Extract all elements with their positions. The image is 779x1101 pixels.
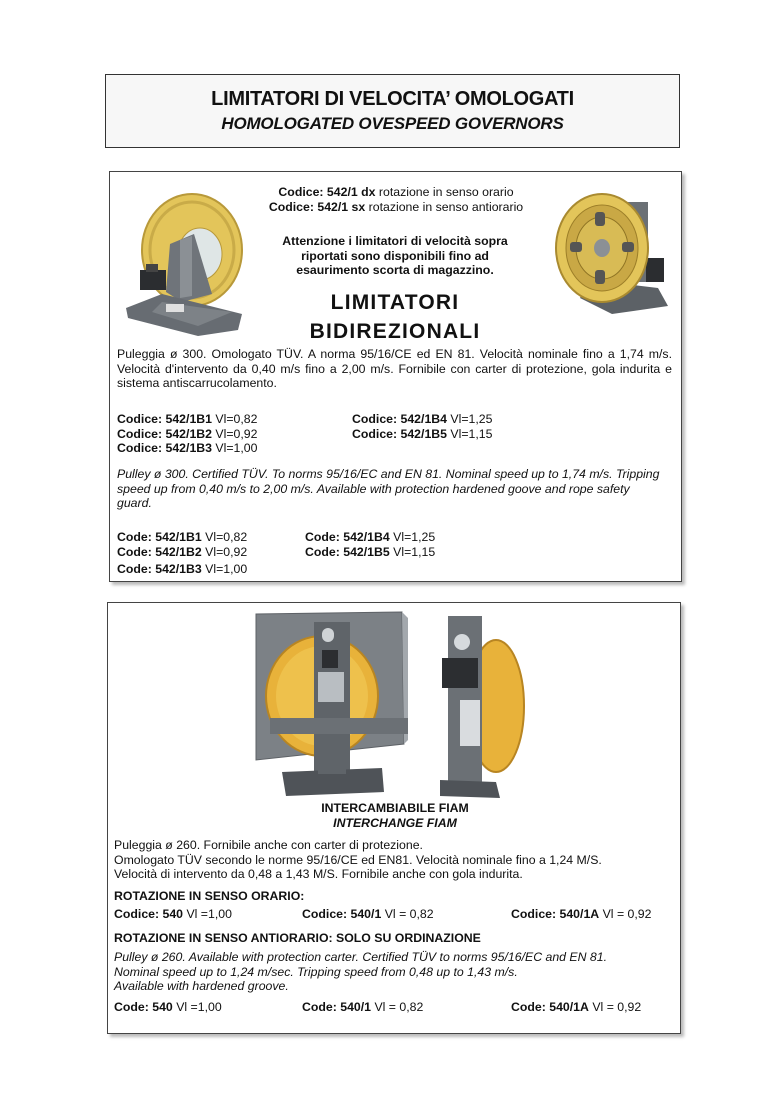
caption-en: INTERCHANGE FIAM (333, 816, 457, 830)
code-540-1A: Codice: 540/1A Vl = 0,92 (511, 907, 652, 921)
bidirectional-governors-panel (109, 171, 682, 582)
caption-it: INTERCAMBIABILE FIAM (321, 801, 469, 815)
governor-540-photo-front (252, 610, 408, 798)
fiam-interchange-panel (107, 602, 681, 1034)
code-en-540: Code: 540 Vl =1,00 (114, 1000, 222, 1014)
governor-540-photo-side (434, 610, 530, 800)
code-542-1B5: Codice: 542/1B5 Vl=1,15 (352, 426, 493, 441)
governor-542-photo-right (550, 188, 672, 318)
heading-clockwise: ROTAZIONE IN SENSO ORARIO: (114, 889, 305, 903)
code-542-1B2: Codice: 542/1B2 Vl=0,92 (117, 426, 258, 441)
code-en-542-1B3: Code: 542/1B3 Vl=1,00 (117, 562, 248, 576)
code-en-542-1B5: Code: 542/1B5 Vl=1,15 (305, 544, 436, 559)
code-en-542-1B1: Code: 542/1B1 Vl=0,82 (117, 530, 248, 544)
codes-it-left (117, 412, 347, 456)
section-heading: LIMITATORI BIDIREZIONALI (309, 291, 481, 343)
code-line-sx: Codice: 542/1 sx rotazione in senso antiorario (268, 199, 524, 214)
codes-it-right (352, 412, 582, 441)
code-en-542-1B2: Code: 542/1B2 Vl=0,92 (117, 544, 248, 559)
description-it: Puleggia ø 300. Omologato TÜV. A norma 95/16/CE ed EN 81. Velocità nominale fino a 1,74 m/s. Velocità d'intervento da 0,40 m/s fino a 2,00 m/s. Fornibile con carter di protezione, gola indurita e sistema antiscarrucolamento. (117, 347, 672, 390)
codes-en-left (117, 530, 307, 577)
code-en-540-1: Code: 540/1 Vl = 0,82 (302, 1000, 424, 1014)
stock-warning: Attenzione i limitatori di velocità sopra riportati sono disponibili fino ad esaurimento scorta di magazzino. (282, 234, 508, 277)
code-542-1B1: Codice: 542/1B1 Vl=0,82 (117, 412, 258, 426)
code-542-1B4: Codice: 542/1B4 Vl=1,25 (352, 412, 493, 426)
code-en-542-1B4: Code: 542/1B4 Vl=1,25 (305, 530, 436, 544)
code-line-dx: Codice: 542/1 dx rotazione in senso orario (278, 185, 514, 199)
code-540: Codice: 540 Vl =1,00 (114, 907, 232, 921)
code-542-1B3: Codice: 542/1B3 Vl=1,00 (117, 441, 258, 455)
description-en: Pulley ø 300. Certified TÜV. To norms 95/16/EC and EN 81. Nominal speed up to 1,74 m/s. Tripping speed up from 0,40 m/s to 2,00 m/s. Available with protection hardened goove and rope safety guard. (117, 467, 660, 510)
codes-en-right (305, 530, 505, 559)
description-en-540: Pulley ø 260. Available with protection carter. Certified TÜV to norms 95/16/EC and EN 81. Nominal speed up to 1,24 m/sec. Tripping speed from 0,48 up to 1,43 m/s. Available with hardened groove. (114, 950, 608, 993)
heading-counterclockwise: ROTAZIONE IN SENSO ANTIORARIO: SOLO SU ORDINAZIONE (114, 931, 481, 945)
code-540-1: Codice: 540/1 Vl = 0,82 (302, 907, 434, 921)
code-en-540-1A: Code: 540/1A Vl = 0,92 (511, 1000, 642, 1014)
page-subtitle: HOMOLOGATED OVESPEED GOVERNORS (221, 114, 564, 133)
title-box (105, 74, 680, 148)
governor-542-photo-left (122, 184, 250, 336)
code-lines (250, 185, 542, 214)
page-title: LIMITATORI DI VELOCITA’ OMOLOGATI (211, 88, 574, 110)
description-it-540: Puleggia ø 260. Fornibile anche con carter di protezione. Omologato TÜV secondo le norme 95/16/CE ed EN81. Velocità nominale fino a 1,24 M/S. Velocità di intervento da 0,48 a 1,43 M/S. Fornibile anche con gola indurita. (114, 838, 602, 881)
